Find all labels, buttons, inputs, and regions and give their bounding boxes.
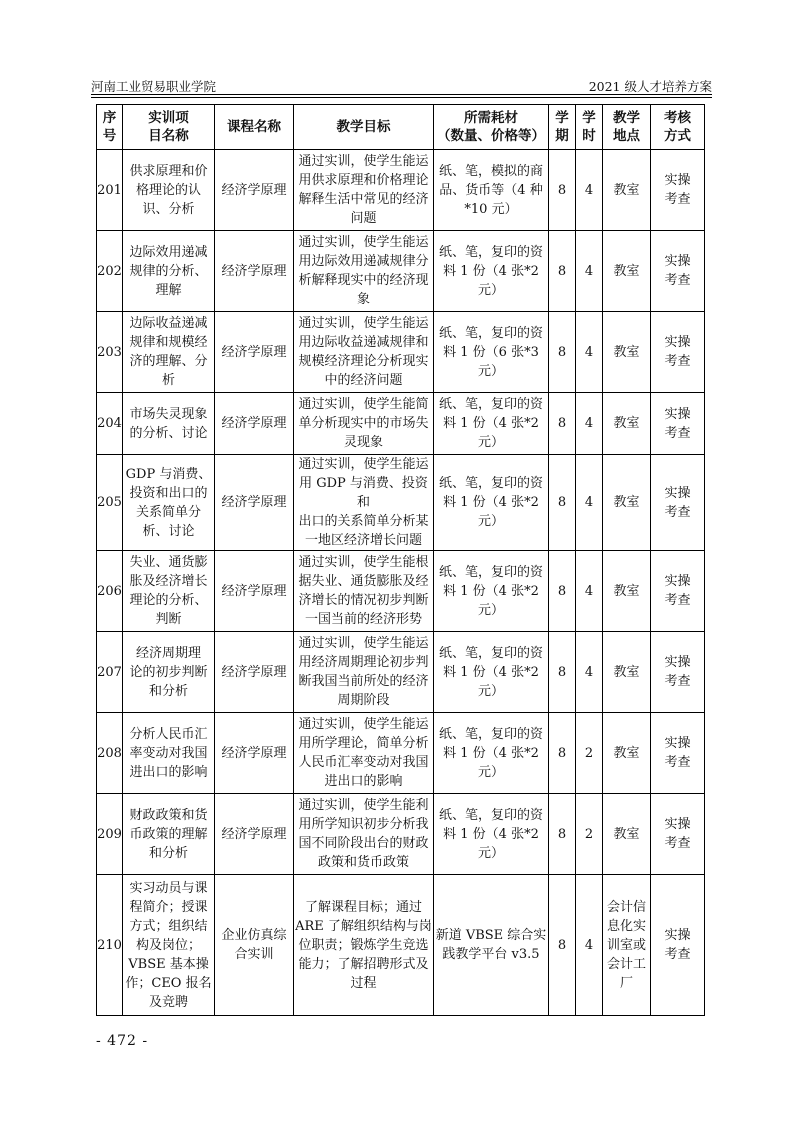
cell-hours: 4 [576,312,603,393]
cell-course: 经济学原理 [215,794,294,875]
cell-materials: 纸、笔，复印的资 料 1 份（4 张*2 元） [434,551,549,632]
cell-assessment: 实操 考查 [651,551,705,632]
cell-course: 经济学原理 [215,150,294,231]
table-row [97,231,705,312]
page-number: - 472 - [96,1033,149,1049]
cell-seq: 209 [97,794,123,875]
table-row [97,713,705,794]
cell-materials: 纸、笔，复印的资 料 1 份（4 张*2 元） [434,794,549,875]
cell-seq: 202 [97,231,123,312]
cell-hours: 4 [576,231,603,312]
cell-project: 财政政策和货 币政策的理解 和分析 [123,794,215,875]
cell-location: 会计信 息化实 训室或 会计工 厂 [603,875,651,1016]
cell-course: 经济学原理 [215,713,294,794]
cell-project: GDP 与消费、 投资和出口的 关系简单分 析、讨论 [123,455,215,551]
cell-materials: 纸、笔，模拟的商 品、货币等（4 种 *10 元） [434,150,549,231]
cell-course: 经济学原理 [215,312,294,393]
table-row [97,875,705,1016]
cell-seq: 204 [97,393,123,455]
cell-project: 市场失灵现象 的分析、讨论 [123,393,215,455]
cell-assessment: 实操 考查 [651,231,705,312]
cell-location: 教室 [603,551,651,632]
col-assessment: 考核 方式 [651,105,705,150]
cell-assessment: 实操 考查 [651,150,705,231]
cell-assessment: 实操 考查 [651,455,705,551]
cell-location: 教室 [603,312,651,393]
header-rule-thin [91,97,712,98]
cell-location: 教室 [603,632,651,713]
training-table [96,104,705,1016]
table-row [97,393,705,455]
cell-seq: 210 [97,875,123,1016]
cell-semester: 8 [549,231,576,312]
cell-semester: 8 [549,551,576,632]
cell-location: 教室 [603,393,651,455]
cell-hours: 4 [576,393,603,455]
plan-title: 2021 级人才培养方案 [588,79,712,94]
cell-materials: 纸、笔，复印的资 料 1 份（4 张*2 元） [434,393,549,455]
cell-assessment: 实操 考查 [651,794,705,875]
table-row [97,632,705,713]
cell-materials: 纸、笔，复印的资 料 1 份（6 张*3 元） [434,312,549,393]
page-header [91,77,712,95]
cell-goal: 通过实训，使学生能利 用所学知识初步分析我 国不同阶段出台的财政 政策和货币政策 [294,794,434,875]
col-seq: 序 号 [97,105,123,150]
table-row [97,551,705,632]
cell-seq: 207 [97,632,123,713]
cell-project: 实习动员与课 程简介；授课 方式；组织结 构及岗位； VBSE 基本操 作；CEO 报名 及竞聘 [123,875,215,1016]
table-row [97,150,705,231]
cell-location: 教室 [603,455,651,551]
cell-hours: 4 [576,551,603,632]
cell-semester: 8 [549,713,576,794]
col-goal: 教学目标 [294,105,434,150]
cell-hours: 2 [576,794,603,875]
cell-course: 企业仿真综 合实训 [215,875,294,1016]
cell-hours: 4 [576,632,603,713]
cell-course: 经济学原理 [215,551,294,632]
cell-materials: 纸、笔，复印的资 料 1 份（4 张*2 元） [434,231,549,312]
cell-project: 供求原理和价 格理论的认 识、分析 [123,150,215,231]
cell-course: 经济学原理 [215,632,294,713]
cell-project: 失业、通货膨 胀及经济增长 理论的分析、 判断 [123,551,215,632]
header-rule-thick [91,94,712,95]
cell-goal: 通过实训，使学生能运 用经济周期理论初步判 断我国当前所处的经济 周期阶段 [294,632,434,713]
cell-semester: 8 [549,312,576,393]
cell-hours: 4 [576,455,603,551]
cell-semester: 8 [549,393,576,455]
cell-location: 教室 [603,150,651,231]
cell-materials: 新道 VBSE 综合实 践教学平台 v3.5 [434,875,549,1016]
cell-hours: 4 [576,875,603,1016]
cell-hours: 4 [576,150,603,231]
cell-assessment: 实操 考查 [651,312,705,393]
table-row [97,455,705,551]
cell-project: 边际收益递减 规律和规模经 济的理解、分 析 [123,312,215,393]
cell-project: 分析人民币汇 率变动对我国 进出口的影响 [123,713,215,794]
cell-goal: 了解课程目标；通过 ARE 了解组织结构与岗 位职责；锻炼学生竞选 能力；了解招聘形式及 过程 [294,875,434,1016]
cell-materials: 纸、笔，复印的资 料 1 份（4 张*2 元） [434,455,549,551]
cell-course: 经济学原理 [215,231,294,312]
cell-goal: 通过实训，使学生能运 用边际效用递减规律分 析解释现实中的经济现 象 [294,231,434,312]
cell-goal: 通过实训，使学生能根 据失业、通货膨胀及经 济增长的情况初步判断 一国当前的经济形势 [294,551,434,632]
cell-hours: 2 [576,713,603,794]
table-row [97,312,705,393]
cell-seq: 203 [97,312,123,393]
col-course: 课程名称 [215,105,294,150]
cell-semester: 8 [549,632,576,713]
cell-seq: 201 [97,150,123,231]
cell-goal: 通过实训，使学生能运 用供求原理和价格理论 解释生活中常见的经济 问题 [294,150,434,231]
col-semester: 学 期 [549,105,576,150]
cell-project: 经济周期理 论的初步判断 和分析 [123,632,215,713]
table-header-row [97,105,705,150]
cell-course: 经济学原理 [215,455,294,551]
cell-assessment: 实操 考查 [651,393,705,455]
cell-course: 经济学原理 [215,393,294,455]
cell-goal: 通过实训，使学生能运 用 GDP 与消费、投资和 出口的关系简单分析某 一地区经济增长问题 [294,455,434,551]
col-hours: 学 时 [576,105,603,150]
cell-semester: 8 [549,150,576,231]
cell-goal: 通过实训，使学生能运 用边际收益递减规律和 规模经济理论分析现实 中的经济问题 [294,312,434,393]
cell-materials: 纸、笔，复印的资 料 1 份（4 张*2 元） [434,632,549,713]
cell-assessment: 实操 考查 [651,713,705,794]
cell-project: 边际效用递减 规律的分析、 理解 [123,231,215,312]
school-name: 河南工业贸易职业学院 [91,79,217,94]
cell-location: 教室 [603,713,651,794]
cell-seq: 205 [97,455,123,551]
table-row [97,794,705,875]
cell-materials: 纸、笔，复印的资 料 1 份（4 张*2 元） [434,713,549,794]
col-project: 实训项 目名称 [123,105,215,150]
cell-goal: 通过实训，使学生能简 单分析现实中的市场失 灵现象 [294,393,434,455]
cell-assessment: 实操 考查 [651,632,705,713]
cell-assessment: 实操 考查 [651,875,705,1016]
cell-semester: 8 [549,455,576,551]
col-location: 教学 地点 [603,105,651,150]
cell-location: 教室 [603,794,651,875]
cell-seq: 208 [97,713,123,794]
cell-seq: 206 [97,551,123,632]
col-materials: 所需耗材 （数量、价格等） [434,105,549,150]
cell-location: 教室 [603,231,651,312]
cell-semester: 8 [549,794,576,875]
cell-semester: 8 [549,875,576,1016]
cell-goal: 通过实训，使学生能运 用所学理论，简单分析 人民币汇率变动对我国 进出口的影响 [294,713,434,794]
